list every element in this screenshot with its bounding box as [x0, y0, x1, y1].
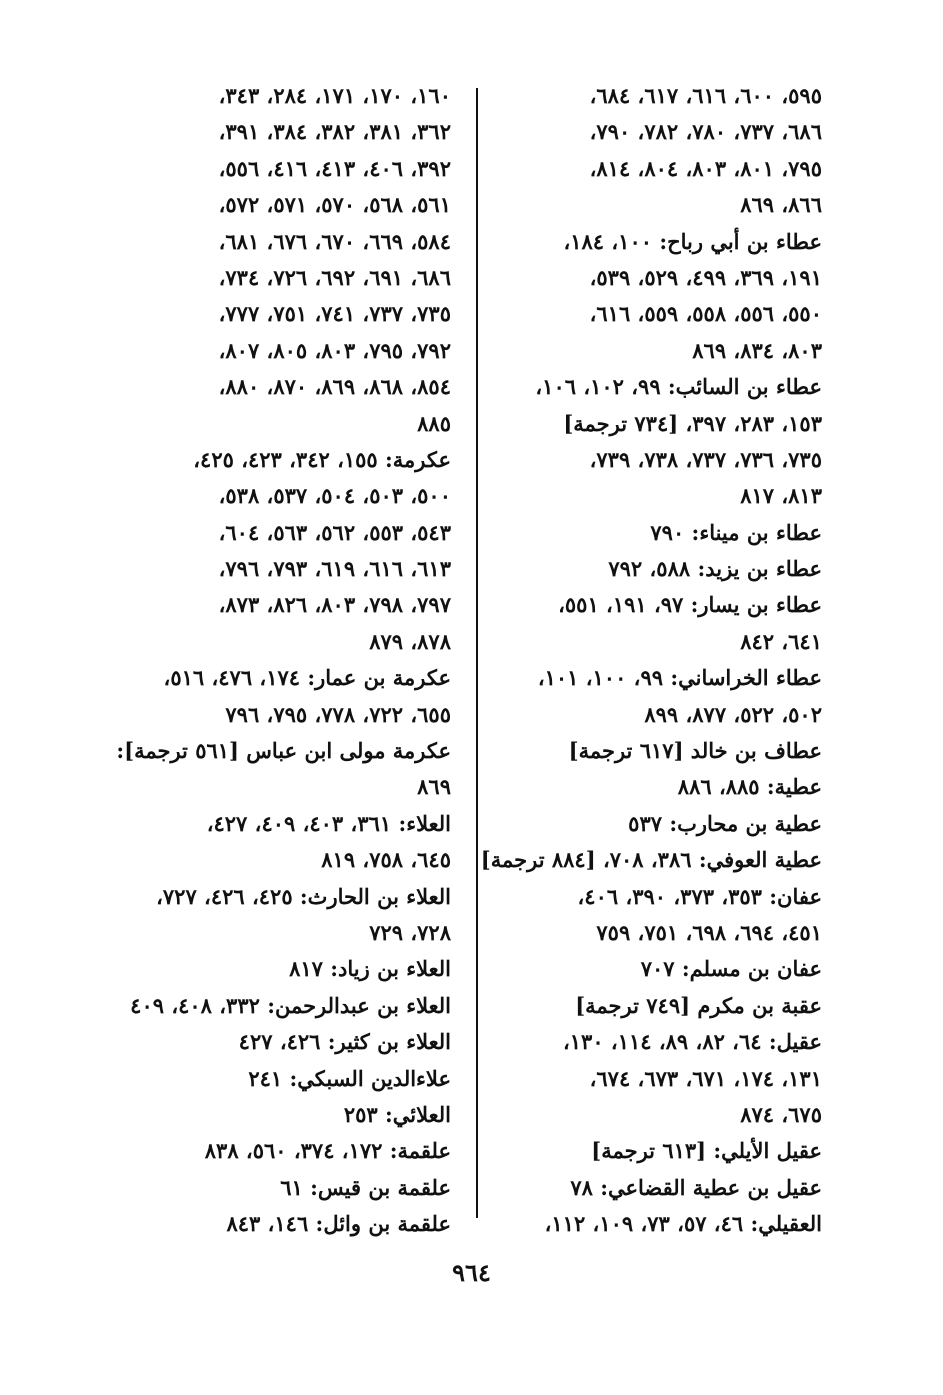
index-line: عطاء بن أبي رباح: ١٠٠، ١٨٤،	[563, 228, 822, 254]
index-line: عفان بن مسلم: ٧٠٧	[640, 956, 822, 982]
index-line: ٦٤٥، ٧٥٨، ٨١٩	[321, 847, 451, 873]
index-line: ٥٠٢، ٥٢٢، ٨٧٧، ٨٩٩	[644, 701, 822, 727]
index-line: ٦٨٦، ٧٣٧، ٧٨٠، ٧٨٢، ٧٩٠،	[589, 119, 822, 145]
index-line: ٦٨٦، ٦٩١، ٦٩٢، ٧٢٦، ٧٣٤،	[218, 264, 451, 290]
index-line: ٥٨٤، ٦٦٩، ٦٧٠، ٦٧٦، ٦٨١،	[218, 228, 451, 254]
index-line: ١٥٣، ٢٨٣، ٣٩٧، [٧٣٤ ترجمة]	[563, 410, 822, 436]
index-line: ٦٤١، ٨٤٢	[740, 628, 822, 654]
index-line: ٨٧٨، ٨٧٩	[369, 628, 451, 654]
index-line: ٥٦١، ٥٦٨، ٥٧٠، ٥٧١، ٥٧٢،	[218, 192, 451, 218]
index-line: ٥٤٣، ٥٥٣، ٥٦٢، ٥٦٣، ٦٠٤،	[218, 519, 451, 545]
index-line: ٨٦٦، ٨٦٩	[740, 192, 822, 218]
index-line: عكرمة بن عمار: ١٧٤، ٤٧٦، ٥١٦،	[163, 665, 451, 691]
index-line: عطاء الخراساني: ٩٩، ١٠٠، ١٠١،	[537, 665, 822, 691]
index-line: ٨٨٥	[417, 410, 451, 436]
left-column	[116, 78, 451, 1243]
index-line: ٣٦٢، ٣٨١، ٣٨٢، ٣٨٤، ٣٩١،	[218, 119, 451, 145]
index-line: عطاء بن السائب: ٩٩، ١٠٢، ١٠٦،	[535, 374, 822, 400]
index-line: عكرمة مولى ابن عباس [٥٦١ ترجمة]:	[116, 738, 451, 764]
page-number: ٩٦٤	[452, 1258, 491, 1287]
index-line: علقمة بن وائل: ١٤٦، ٨٤٣	[226, 1211, 451, 1237]
index-line: ١٦٠، ١٧٠، ١٧١، ٢٨٤، ٣٤٣،	[218, 83, 451, 108]
index-line: عطية بن محارب: ٥٣٧	[628, 810, 822, 836]
index-line: علقمة بن قيس: ٦١	[280, 1174, 451, 1200]
index-line: ٨١٣، ٨١٧	[740, 483, 822, 509]
index-line: عطاء بن يسار: ٩٧، ١٩١، ٥٥١،	[558, 592, 822, 618]
index-line: ٧٩٥، ٨٠١، ٨٠٣، ٨٠٤، ٨١٤،	[589, 155, 822, 181]
index-line: ٨٥٤، ٨٦٨، ٨٦٩، ٨٧٠، ٨٨٠،	[218, 374, 451, 400]
column-divider	[476, 88, 478, 1218]
index-line: العلائي: ٢٥٣	[343, 1101, 451, 1127]
index-line: علقمة: ١٧٢، ٣٧٤، ٥٦٠، ٨٣٨	[204, 1138, 451, 1164]
index-line: العلاء: ٣٦١، ٤٠٣، ٤٠٩، ٤٢٧،	[206, 810, 451, 836]
index-line: ٨٠٣، ٨٣٤، ٨٦٩	[692, 337, 822, 363]
index-line: عطاف بن خالد [٦١٧ ترجمة]	[568, 738, 822, 764]
index-line: عطاء بن ميناء: ٧٩٠	[650, 519, 822, 545]
index-line: عطية العوفي: ٣٨٦، ٧٠٨، [٨٨٤ ترجمة]	[480, 847, 822, 873]
index-line: عفان: ٣٥٣، ٣٧٣، ٣٩٠، ٤٠٦،	[577, 883, 822, 909]
index-line: العلاء بن كثير: ٤٢٦، ٤٢٧	[238, 1029, 451, 1055]
index-line: ٧٣٥، ٧٣٧، ٧٤١، ٧٥١، ٧٧٧،	[218, 301, 451, 327]
index-line: ٧٩٧، ٧٩٨، ٨٠٣، ٨٢٦، ٨٧٣،	[218, 592, 451, 618]
index-line: العقيلي: ٤٦، ٥٧، ٧٣، ١٠٩، ١١٢،	[544, 1211, 822, 1237]
index-line: ٦٥٥، ٧٢٢، ٧٧٨، ٧٩٥، ٧٩٦	[225, 701, 451, 727]
index-line: العلاء بن الحارث: ٤٢٥، ٤٢٦، ٧٢٧،	[156, 883, 451, 909]
index-line: ٦٧٥، ٨٧٤	[740, 1101, 822, 1127]
index-line: ٣٩٢، ٤٠٦، ٤١٣، ٤١٦، ٥٥٦،	[218, 155, 451, 181]
index-line: ٨٦٩	[417, 774, 451, 800]
index-line: العلاء بن زياد: ٨١٧	[289, 956, 451, 982]
index-line: عكرمة: ١٥٥، ٣٤٢، ٤٢٣، ٤٢٥،	[193, 446, 451, 472]
index-line: ٧٩٢، ٧٩٥، ٨٠٣، ٨٠٥، ٨٠٧،	[218, 337, 451, 363]
index-line: ٤٥١، ٦٩٤، ٦٩٨، ٧٥١، ٧٥٩	[596, 919, 822, 945]
index-line: ١٩١، ٣٦٩، ٤٩٩، ٥٢٩، ٥٣٩،	[589, 264, 822, 290]
index-line: ١٣١، ١٧٤، ٦٧١، ٦٧٣، ٦٧٤،	[589, 1065, 822, 1091]
index-line: عقيل: ٦٤، ٨٢، ٨٩، ١١٤، ١٣٠،	[563, 1029, 822, 1055]
index-line: عقيل الأيلي: [٦١٣ ترجمة]	[591, 1138, 822, 1164]
index-line: عطية: ٨٨٥، ٨٨٦	[677, 774, 822, 800]
index-line: ٥٥٠، ٥٥٦، ٥٥٨، ٥٥٩، ٦١٦،	[589, 301, 822, 327]
index-line: عقبة بن مكرم [٧٤٩ ترجمة]	[575, 992, 822, 1018]
index-line: العلاء بن عبدالرحمن: ٣٣٢، ٤٠٨، ٤٠٩	[130, 992, 451, 1018]
index-line: ٧٣٥، ٧٣٦، ٧٣٧، ٧٣٨، ٧٣٩،	[589, 446, 822, 472]
index-line: ٥٠٠، ٥٠٣، ٥٠٤، ٥٣٧، ٥٣٨،	[218, 483, 451, 509]
index-line: علاءالدين السبكي: ٢٤١	[248, 1065, 451, 1091]
index-line: ٧٢٨، ٧٢٩	[369, 919, 451, 945]
index-line: ٥٩٥، ٦٠٠، ٦١٦، ٦١٧، ٦٨٤،	[589, 83, 822, 108]
index-line: عقيل بن عطية القضاعي: ٧٨	[570, 1174, 822, 1200]
index-line: ٦١٣، ٦١٦، ٦١٩، ٧٩٣، ٧٩٦،	[218, 556, 451, 582]
index-line: عطاء بن يزيد: ٥٨٨، ٧٩٢	[608, 556, 822, 582]
right-column	[480, 78, 822, 1243]
